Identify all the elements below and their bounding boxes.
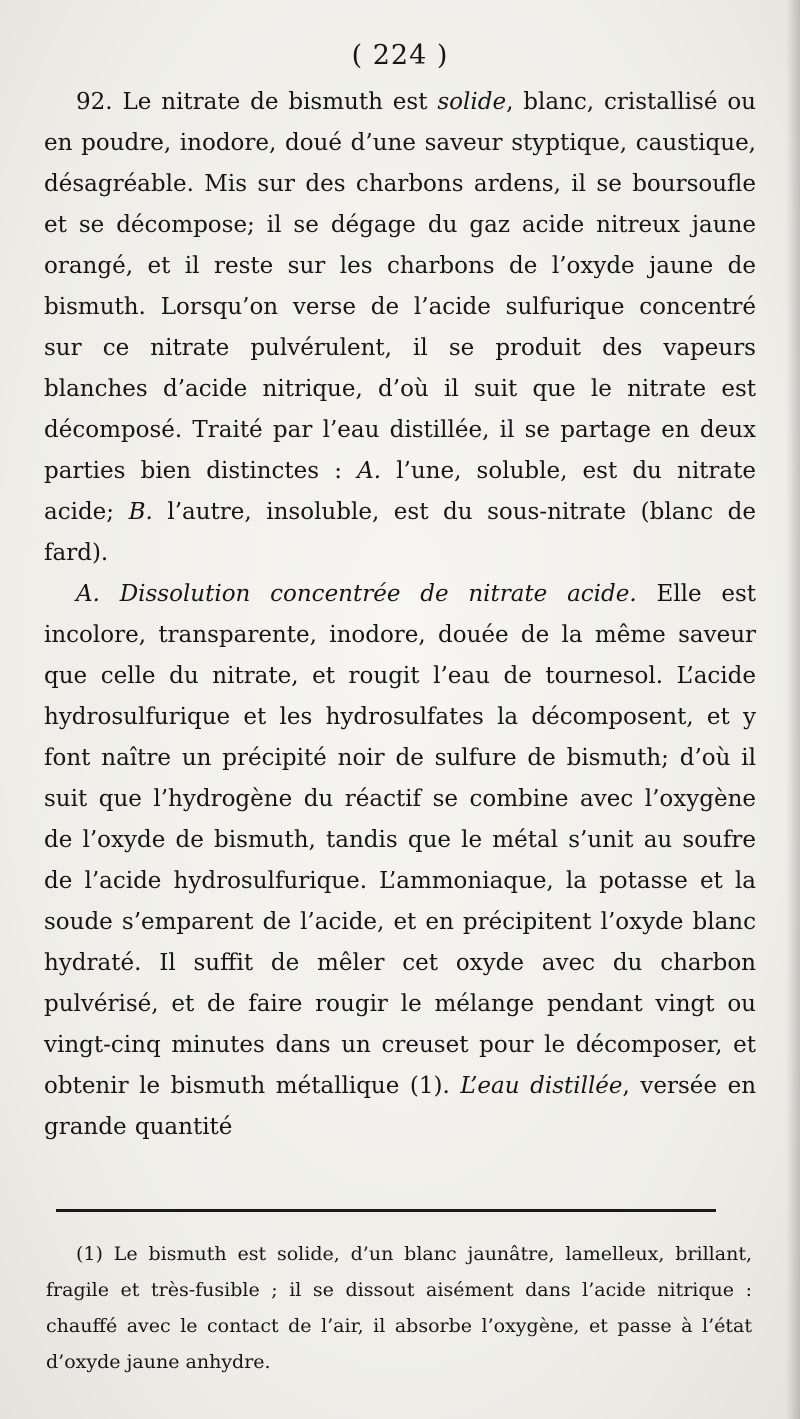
footnote [46, 1236, 752, 1380]
section-heading: A. Dissolution concentrée de nitrate acide. [76, 581, 637, 607]
paragraph-text: , versée en grande quantité [44, 1073, 757, 1140]
paragraph-text: l’une, soluble, est du nitrate acide; [44, 458, 756, 525]
paragraph-text: l’autre, insoluble, est du sous-nitrate (blanc de fard). [44, 499, 756, 566]
page-edge-shadow [786, 0, 800, 1419]
italic-term: L’eau distillée [460, 1073, 623, 1099]
paragraph-text: Le nitrate de bismuth est [112, 89, 438, 115]
label-a: A. [357, 458, 382, 484]
main-text [44, 82, 756, 1148]
page-number: ( 224 ) [351, 40, 449, 71]
paragraph-text: , blanc, cristallisé ou en poudre, inodore, doué d’une saveur styptique, caustique, désagréable. Mis sur des charbons ardens, il se boursoufle et se décompose; il se dégage du gaz acide nitreux jaune orangé, et il reste sur les charbons de l’oxyde jaune de bismuth. Lorsqu’on verse de l’acide sulfurique concentré sur ce nitrate pulvérulent, il se produit des vapeurs blanches d’acide nitrique, d’où il suit que le nitrate est décomposé. Traité par l’eau distillée, il se partage en deux parties bien distinctes : [44, 89, 756, 484]
label-b: B. [128, 499, 153, 525]
footnote-divider [56, 1209, 716, 1212]
paragraph-text: Elle est incolore, transparente, inodore, douée de la même saveur que celle du nitrate, et rougit l’eau de tournesol. L’acide hydrosulfurique et les hydrosulfates la décomposent, et y font naître un précipité noir de sulfure de bismuth; d’où il suit que l’hydrogène du réactif se combine avec l’oxygène de l’oxyde de bismuth, tandis que le métal s’unit au soufre de l’acide hydrosulfurique. L’ammoniaque, la potasse et la soude s’emparent de l’acide, et en précipitent l’oxyde blanc hydraté. Il suffit de mêler cet oxyde avec du charbon pulvérisé, et de faire rougir le mélange pendant vingt ou vingt-cinq minutes dans un creuset pour le décomposer, et obtenir le bismuth métallique (1). [44, 581, 756, 1099]
paragraph-dissolution [44, 574, 756, 1148]
italic-term: solide [437, 89, 507, 115]
paragraph-number: 92. [76, 89, 113, 115]
paragraph-92 [44, 82, 756, 574]
footnote-text: (1) Le bismuth est solide, d’un blanc jaunâtre, lamelleux, brillant, fragile et très-fusible ; il se dissout aisément dans l’acide nitrique : chauffé avec le contact de l’air, il absorbe l’oxygène, et passe à l’état d’oxyde jaune anhydre. [46, 1243, 752, 1373]
